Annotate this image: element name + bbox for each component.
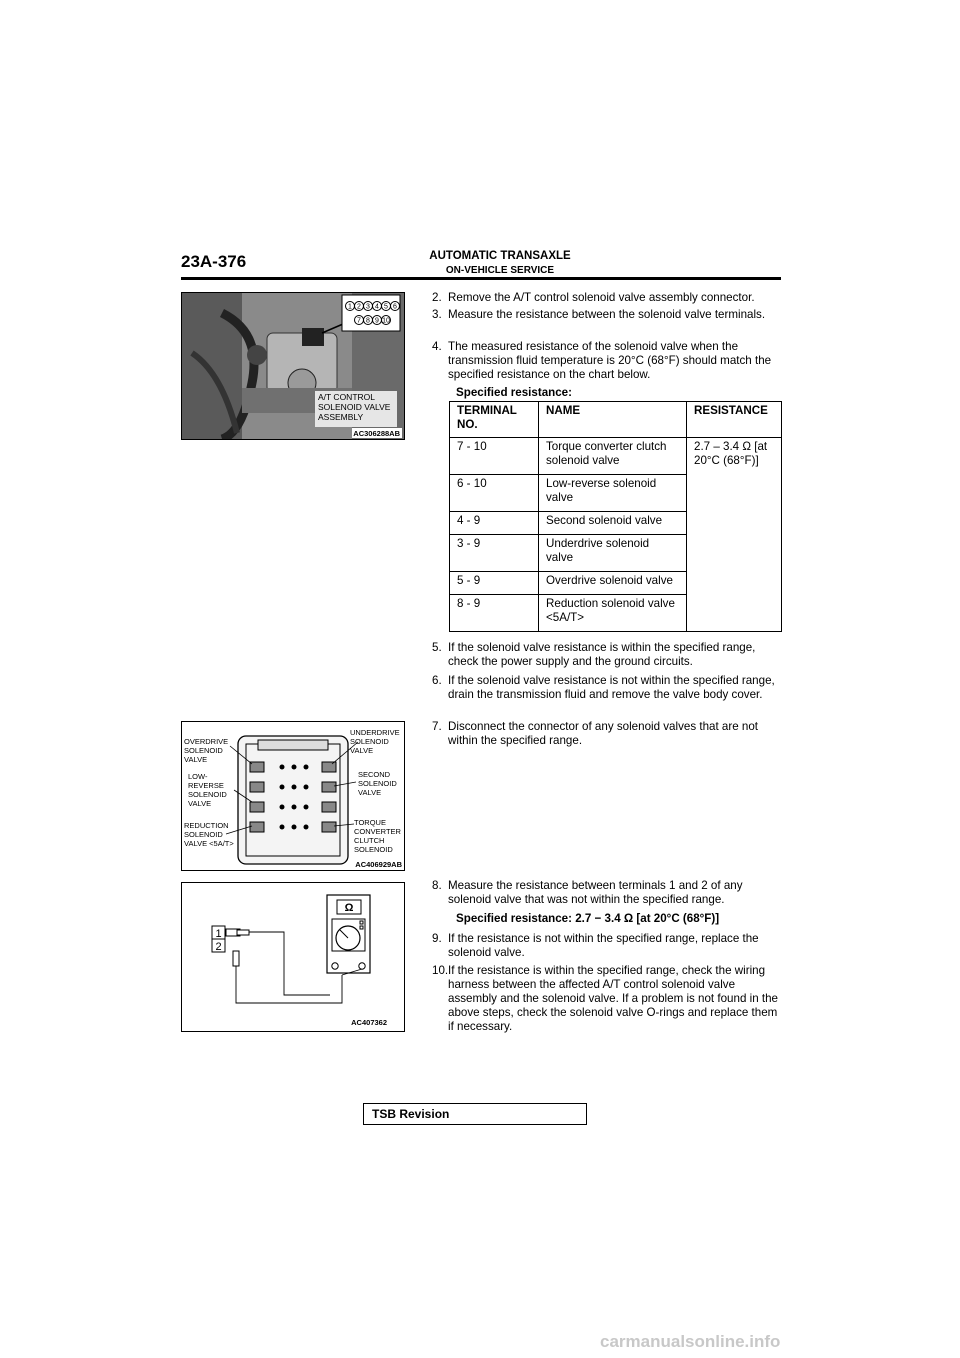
- svg-text:5: 5: [384, 303, 388, 311]
- table-row: 8 - 9 Reduction solenoid valve <5A/T>: [450, 595, 782, 632]
- fig1-label: A/T CONTROL: [318, 392, 375, 402]
- figure-code: AC306288AB: [353, 429, 400, 438]
- svg-text:VALVE: VALVE: [188, 799, 212, 808]
- step-8: 8. Measure the resistance between terminals 1 and 2 of any solenoid valve that was not within the specified range.: [432, 879, 743, 906]
- fig1-label: ASSEMBLY: [318, 412, 364, 422]
- svg-text:8: 8: [366, 317, 370, 325]
- col-header-terminal: TERMINAL NO.: [450, 402, 539, 438]
- svg-text:CLUTCH: CLUTCH: [354, 836, 385, 845]
- figure-code: AC407362: [351, 1018, 387, 1027]
- svg-text:SOLENOID: SOLENOID: [350, 737, 389, 746]
- fig1-label: SOLENOID VALVE: [318, 402, 391, 412]
- terminal-1-label: 1: [215, 928, 222, 940]
- label-low-reverse: LOW-: [188, 772, 208, 781]
- table-row: 6 - 10 Low-reverse solenoid valve: [450, 475, 782, 512]
- step-7: 7. Disconnect the connector of any solenoid valves that are not within the specified range.: [432, 720, 758, 747]
- svg-text:CONVERTER: CONVERTER: [354, 827, 401, 836]
- svg-text:SOLENOID: SOLENOID: [358, 779, 397, 788]
- step-9: 9. If the resistance is not within the specified range, replace the solenoid valve.: [432, 932, 759, 959]
- svg-text:SOLENOID: SOLENOID: [184, 746, 223, 755]
- svg-text:REVERSE: REVERSE: [188, 781, 224, 790]
- resistance-table: [449, 401, 782, 632]
- svg-text:VALVE <5A/T>: VALVE <5A/T>: [184, 839, 234, 848]
- resistance-value: 2.7 – 3.4 Ω [at 20°C (68°F)]: [687, 438, 782, 632]
- section-subtitle: ON-VEHICLE SERVICE: [445, 265, 555, 276]
- step-2: 2. Remove the A/T control solenoid valve assembly connector.: [432, 291, 755, 304]
- label-second: SECOND: [358, 770, 391, 779]
- svg-text:4: 4: [375, 303, 379, 311]
- table-row: 7 - 10 Torque converter clutch solenoid valve 2.7 – 3.4 Ω [at 20°C (68°F)]: [450, 438, 782, 475]
- table-row: 3 - 9 Underdrive solenoid valve: [450, 535, 782, 572]
- figure-valve-body: [181, 721, 405, 871]
- step-3: 3. Measure the resistance between the solenoid valve terminals.: [432, 308, 766, 321]
- page-number: 23A-376: [181, 252, 247, 271]
- watermark: carmanualsonline.info: [600, 1332, 781, 1351]
- table-row: 4 - 9 Second solenoid valve: [450, 512, 782, 535]
- step-10: 10. If the resistance is within the specified range, check the wiring harness between the affected A/T control solenoid valve assembly and the solenoid valve. If a problem is not found in the above steps, check the solenoid valve O-rings and replace them if necessary.: [432, 964, 778, 1033]
- figure-connector-photo: [181, 292, 405, 440]
- label-reduction: REDUCTION: [184, 821, 229, 830]
- svg-text:SOLENOID: SOLENOID: [354, 845, 393, 854]
- svg-text:VALVE: VALVE: [350, 746, 374, 755]
- svg-text:1: 1: [348, 303, 352, 311]
- section-title: AUTOMATIC TRANSAXLE: [429, 250, 571, 262]
- label-underdrive: UNDERDRIVE: [350, 728, 400, 737]
- svg-text:SOLENOID: SOLENOID: [184, 830, 223, 839]
- step-5: 5. If the solenoid valve resistance is within the specified range, check the power supply and the ground circuits.: [432, 641, 756, 668]
- svg-text:9: 9: [375, 317, 379, 325]
- svg-text:7: 7: [357, 317, 361, 325]
- step-4: 4. The measured resistance of the solenoid valve when the transmission fluid temperature is 20°C (68°F) should match the specified resistance on the chart below.: [432, 340, 772, 381]
- label-torque-converter: TORQUE: [354, 818, 386, 827]
- col-header-resistance: RESISTANCE: [687, 402, 782, 438]
- step-6: 6. If the solenoid valve resistance is not within the specified range, drain the transmission fluid and remove the valve body cover.: [432, 674, 775, 701]
- spec-heading: Specified resistance:: [456, 386, 572, 399]
- table-row: 5 - 9 Overdrive solenoid valve: [450, 572, 782, 595]
- figure-code: AC406929AB: [355, 860, 402, 869]
- terminal-2-label: 2: [215, 941, 222, 953]
- tsb-revision-box: TSB Revision: [363, 1103, 587, 1125]
- svg-text:6: 6: [393, 303, 397, 311]
- figure-ohmmeter: [181, 882, 405, 1032]
- svg-text:VALVE: VALVE: [184, 755, 208, 764]
- svg-text:10: 10: [382, 317, 390, 325]
- svg-text:2: 2: [357, 303, 361, 311]
- header-rule: [181, 277, 781, 280]
- ohm-symbol: Ω: [344, 902, 354, 914]
- svg-text:VALVE: VALVE: [358, 788, 382, 797]
- spec-line: Specified resistance: 2.7 − 3.4 Ω [at 20°C (68°F)]: [456, 912, 720, 925]
- col-header-name: NAME: [539, 402, 687, 438]
- svg-text:3: 3: [366, 303, 370, 311]
- svg-text:SOLENOID: SOLENOID: [188, 790, 227, 799]
- label-overdrive: OVERDRIVE: [184, 737, 229, 746]
- table-header-row: [450, 402, 782, 438]
